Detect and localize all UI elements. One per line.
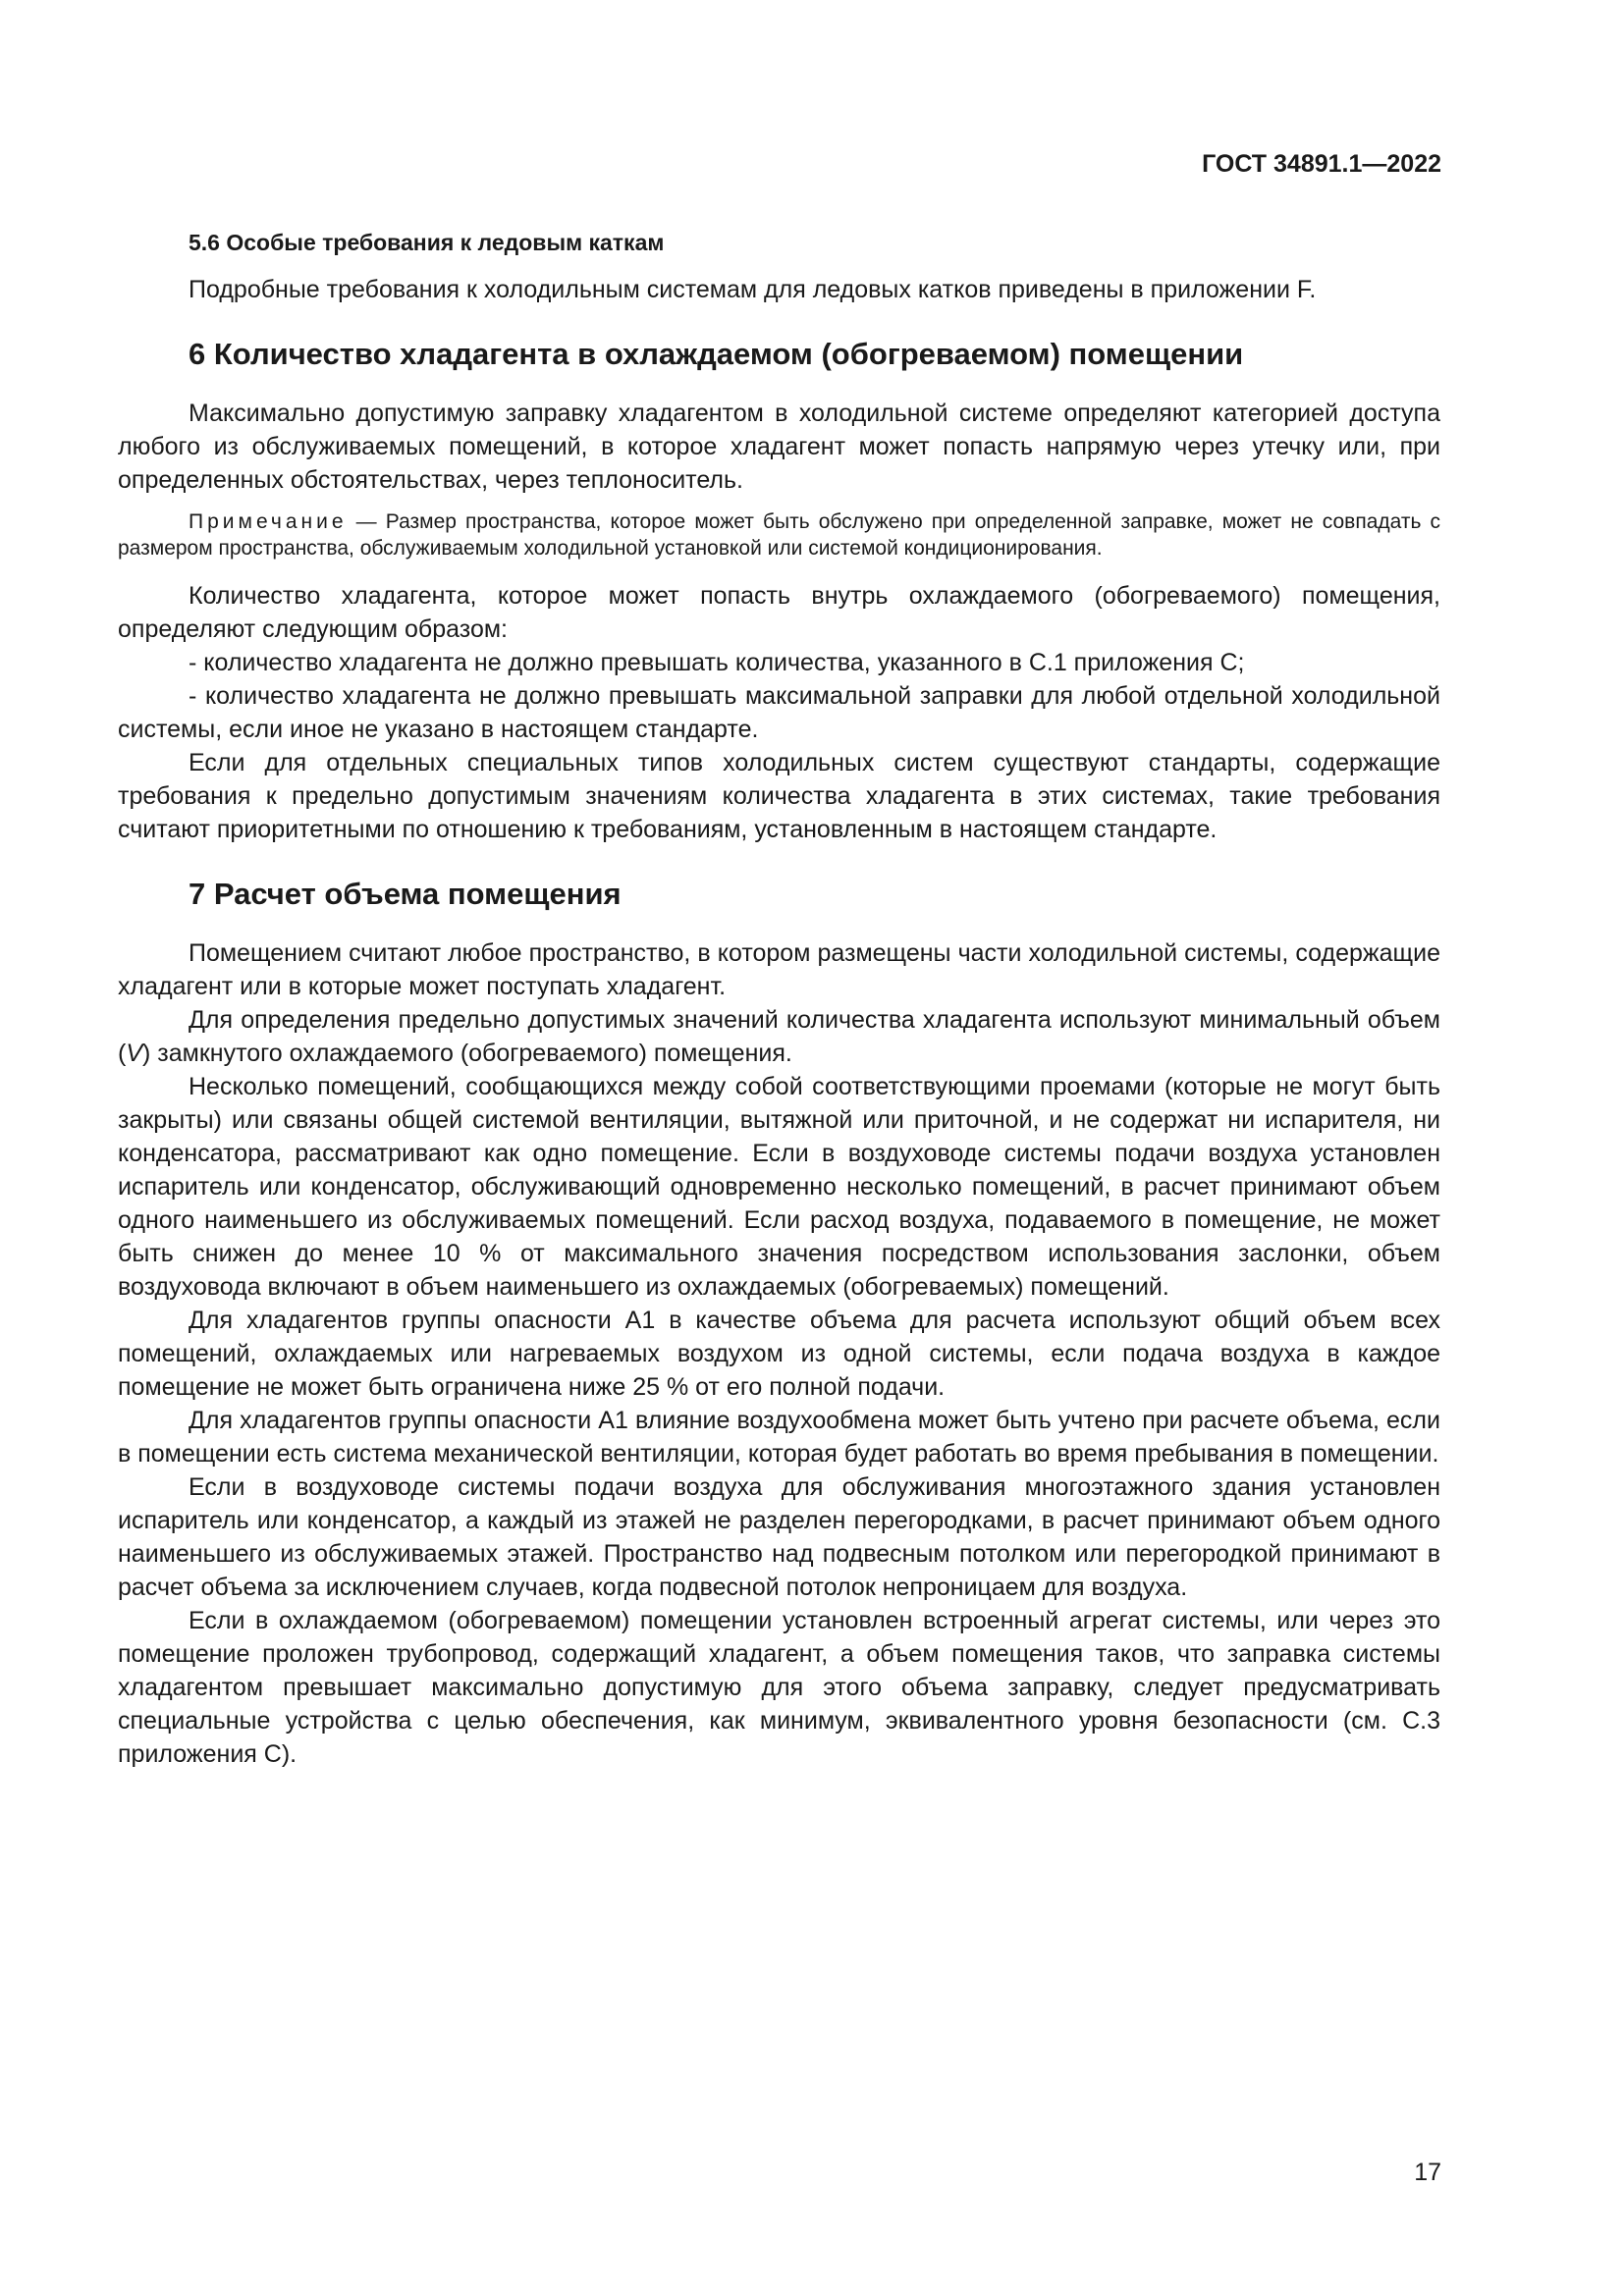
page-content <box>118 228 1440 1771</box>
page-number: 17 <box>1414 2159 1441 2186</box>
volume-variable: V <box>126 1040 143 1067</box>
section-7-paragraph-2 <box>118 1003 1440 1070</box>
section-7-paragraph-1: Помещением считают любое пространство, в котором размещены части холодильной системы, содержащие хладагент или в которые может поступать хладагент. <box>118 939 1440 1000</box>
section-6-paragraph-1: Максимально допустимую заправку хладагентом в холодильной системе определяют категорией доступа любого из обслуживаемых помещений, в которое хладагент может попасть напрямую через утечку или, при определенных обстоятельствах, через теплоноситель. <box>118 400 1440 494</box>
note-text: — Размер пространства, которое может быть обслужено при определенной заправке, может не совпадать с размером пространства, обслуживаемым холодильной установкой или системой кондиционирования. <box>118 510 1440 560</box>
subsection-5-6-title: 5.6 Особые требования к ледовым каткам <box>189 230 665 255</box>
section-6-paragraph-2: Количество хладагента, которое может попасть внутрь охлаждаемого (обогреваемого) помещения, определяют следующим образом: <box>118 582 1440 643</box>
section-6-note <box>118 508 1440 561</box>
section-7-paragraph-3: Несколько помещений, сообщающихся между собой соответствующими проемами (которые не могут быть закрыты) или связаны общей системой вентиляции, вытяжной или приточной, и не содержат ни испарителя, ни конденсатора, рассматривают как одно помещение. Если в воздуховоде системы подачи воздуха установлен испаритель или конденсатор, обслуживающий одновременно несколько помещений, в расчет принимают объем одного наименьшего из обслуживаемых помещений. Если расход воздуха, подаваемого в помещение, не может быть снижен до менее 10 % от максимального значения посредством использования заслонки, объем воздуховода включают в объем наименьшего из охлаждаемых (обогреваемых) помещений. <box>118 1073 1440 1301</box>
section-7-paragraph-5: Для хладагентов группы опасности А1 влияние воздухообмена может быть учтено при расчете объема, если в помещении есть система механической вентиляции, которая будет работать во время пребывания в помещении. <box>118 1407 1440 1468</box>
section-6-paragraph-3: Если для отдельных специальных типов холодильных систем существуют стандарты, содержащие требования к предельно допустимым значениям количества хладагента в этих системах, такие требования считают приоритетными по отношению к требованиям, установленным в настоящем стандарте. <box>118 749 1440 843</box>
section-6-title: 6 Количество хладагента в охлаждаемом (обогреваемом) помещении <box>189 337 1244 371</box>
document-id: ГОСТ 34891.1—2022 <box>1202 150 1441 178</box>
subsection-5-6-paragraph: Подробные требования к холодильным системам для ледовых катков приведены в приложении F. <box>189 276 1317 303</box>
section-6-list-item-2: - количество хладагента не должно превышать максимальной заправки для любой отдельной холодильной системы, если иное не указано в настоящем стандарте. <box>118 682 1440 743</box>
section-7-paragraph-7: Если в охлаждаемом (обогреваемом) помещении установлен встроенный агрегат системы, или через это помещение проложен трубопровод, содержащий хладагент, а объем помещения таков, что заправка системы хладагентом превышает максимально допустимую для этого объема заправку, следует предусматривать специальные устройства с целью обеспечения, как минимум, эквивалентного уровня безопасности (см. С.3 приложения С). <box>118 1607 1440 1768</box>
p2-text-before: Для определения предельно допустимых значений количества хладагента используют минимальный объем ( <box>118 1006 1440 1067</box>
section-7-paragraph-4: Для хладагентов группы опасности А1 в качестве объема для расчета используют общий объем всех помещений, охлаждаемых или нагреваемых воздухом из одной системы, если подача воздуха в каждое помещение не может быть ограничена ниже 25 % от его полной подачи. <box>118 1307 1440 1401</box>
p2-text-after: ) замкнутого охлаждаемого (обогреваемого) помещения. <box>142 1040 792 1067</box>
section-6-list-item-1: - количество хладагента не должно превышать количества, указанного в С.1 приложения С; <box>189 649 1245 676</box>
note-label: Примечание <box>189 510 348 533</box>
section-7-title: 7 Расчет объема помещения <box>189 877 622 911</box>
section-7-paragraph-6: Если в воздуховоде системы подачи воздуха для обслуживания многоэтажного здания установлен испаритель или конденсатор, а каждый из этажей не разделен перегородками, в расчет принимают объем одного наименьшего из обслуживаемых этажей. Пространство над подвесным потолком или перегородкой принимают в расчет объема за исключением случаев, когда подвесной потолок непроницаем для воздуха. <box>118 1473 1440 1601</box>
